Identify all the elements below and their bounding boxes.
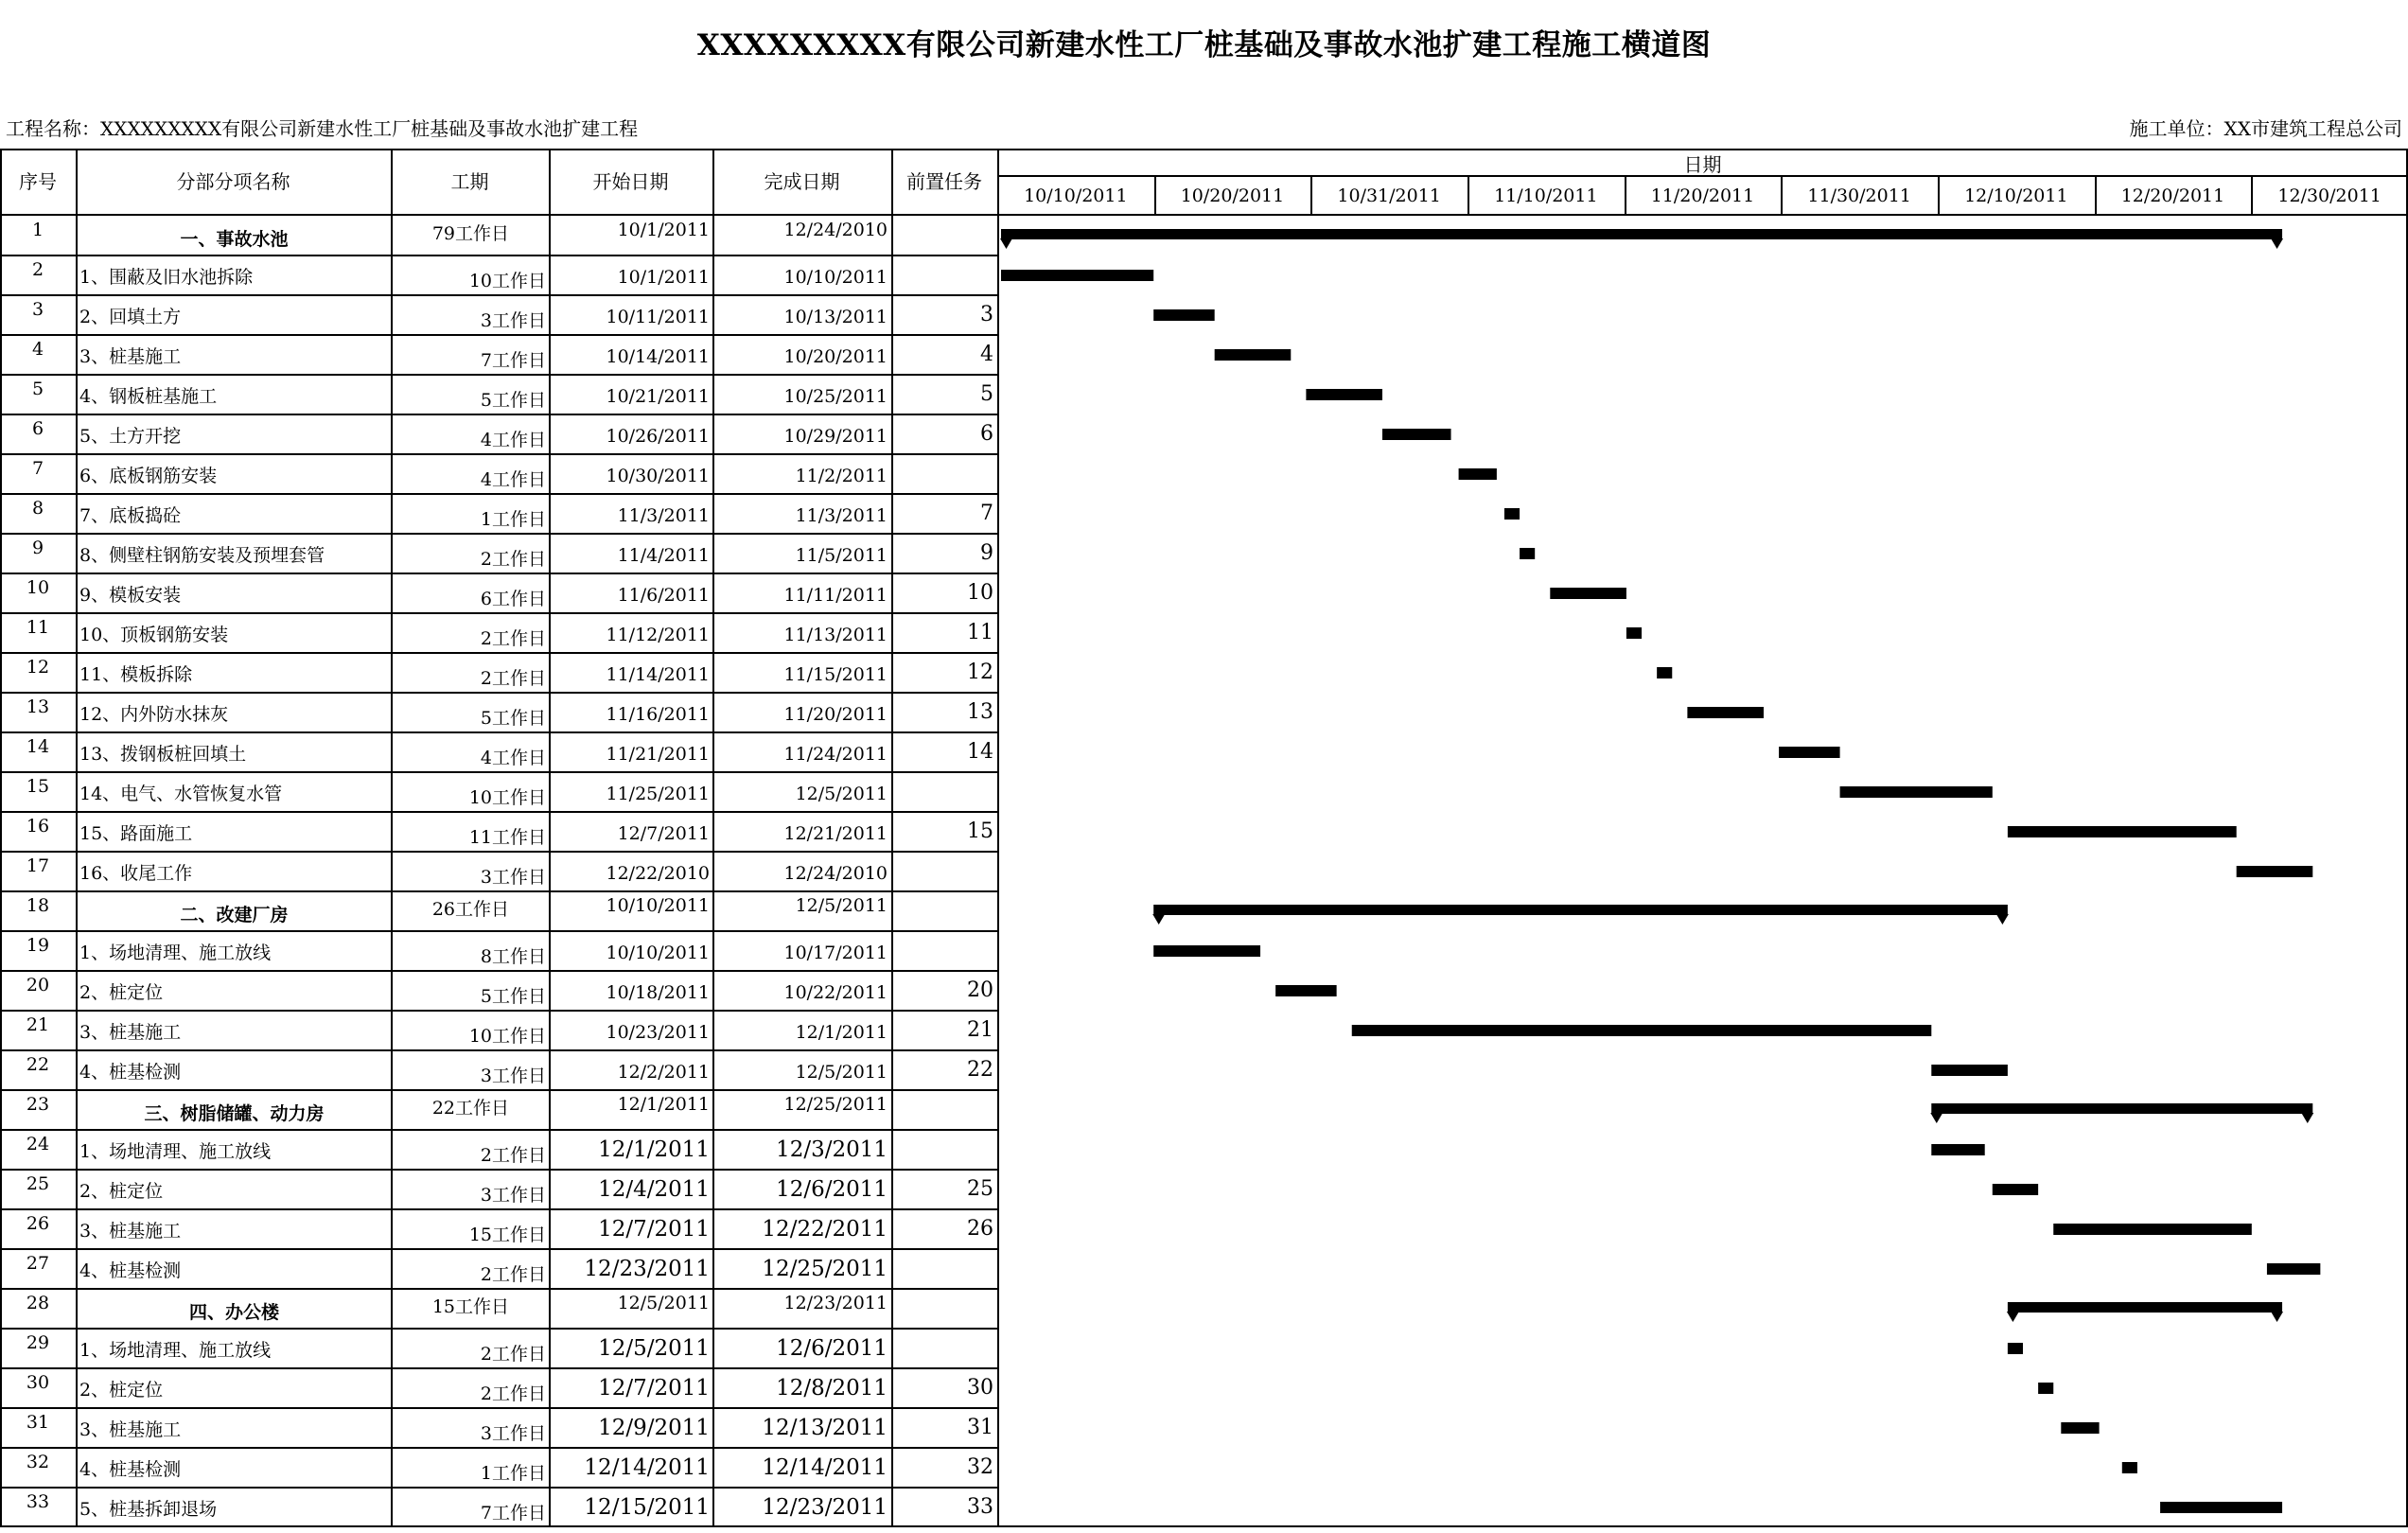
row-rule (0, 890, 997, 892)
task-predecessor: 20 (967, 978, 993, 1002)
summary-bar (2008, 1302, 2282, 1313)
row-index: 26 (26, 1213, 50, 1234)
table-bottom-border (0, 1525, 2408, 1527)
group-name: 四、办公楼 (188, 1302, 279, 1323)
task-bar (1459, 468, 1497, 480)
row-index: 4 (31, 339, 44, 360)
row-index: 30 (26, 1372, 50, 1393)
summary-start-marker (1152, 914, 1165, 925)
summary-start-marker (1000, 238, 1012, 249)
task-bar (1993, 1184, 2038, 1195)
task-duration: 4工作日 (480, 748, 546, 768)
task-start-date: 10/10/2011 (606, 943, 710, 963)
timeline-tick-label: 12/30/2011 (2277, 185, 2382, 206)
name-header: 分部分项名称 (176, 170, 290, 193)
row-index: 32 (26, 1452, 50, 1472)
task-finish-date: 12/3/2011 (776, 1137, 888, 1162)
task-finish-date: 12/5/2011 (795, 784, 888, 804)
task-duration: 3工作日 (480, 1423, 546, 1444)
task-bar (1626, 627, 1642, 639)
row-index: 2 (31, 259, 44, 280)
task-duration: 15工作日 (468, 1225, 546, 1245)
task-name: 11、模板拆除 (79, 664, 193, 685)
task-finish-date: 12/5/2011 (795, 895, 888, 916)
timeline-tick-label: 10/31/2011 (1337, 185, 1441, 206)
task-finish-date: 12/24/2010 (783, 220, 888, 240)
task-finish-date: 12/22/2011 (762, 1217, 888, 1242)
row-index: 11 (26, 617, 50, 638)
task-finish-date: 11/2/2011 (795, 466, 888, 486)
task-bar (2267, 1263, 2320, 1275)
timeline-tick-label: 10/10/2011 (1024, 185, 1128, 206)
task-start-date: 12/4/2011 (598, 1177, 710, 1202)
task-name: 4、桩基检测 (79, 1459, 182, 1480)
project-name: 工程名称：XXXXXXXXX有限公司新建水性工厂桩基础及事故水池扩建工程 (6, 117, 639, 140)
row-index: 24 (26, 1134, 50, 1154)
task-name: 3、桩基施工 (79, 1022, 182, 1043)
task-finish-date: 11/3/2011 (795, 505, 888, 526)
finish-header: 完成日期 (764, 170, 840, 193)
task-start-date: 12/1/2011 (598, 1137, 710, 1162)
task-start-date: 10/14/2011 (606, 346, 710, 367)
task-duration: 11工作日 (468, 827, 546, 848)
task-finish-date: 11/15/2011 (783, 664, 888, 685)
summary-start-marker (2007, 1312, 2019, 1322)
task-name: 15、路面施工 (79, 823, 193, 844)
task-start-date: 10/30/2011 (606, 466, 710, 486)
task-bar (1779, 747, 1839, 758)
task-bar (1840, 786, 1993, 798)
row-rule (0, 930, 997, 932)
task-name: 2、桩定位 (79, 982, 164, 1003)
row-rule (0, 692, 997, 694)
task-duration: 1工作日 (480, 1463, 546, 1484)
task-start-date: 11/21/2011 (606, 744, 710, 765)
timeline-tick-label: 12/10/2011 (1964, 185, 2068, 206)
task-start-date: 11/6/2011 (617, 585, 710, 606)
task-name: 5、桩基拆卸退场 (79, 1499, 218, 1520)
contractor-name: 施工单位：XX市建筑工程总公司 (2129, 117, 2402, 140)
row-rule (0, 970, 997, 972)
task-duration: 2工作日 (480, 1264, 546, 1285)
task-finish-date: 11/24/2011 (783, 744, 888, 765)
row-rule (0, 1288, 997, 1290)
row-index: 21 (26, 1014, 50, 1035)
timeline-tick-label: 11/30/2011 (1807, 185, 1911, 206)
task-start-date: 10/18/2011 (606, 982, 710, 1003)
task-finish-date: 12/25/2011 (762, 1257, 888, 1281)
task-finish-date: 12/23/2011 (762, 1495, 888, 1520)
task-finish-date: 12/6/2011 (776, 1336, 888, 1361)
task-bar (1931, 1144, 1984, 1155)
task-finish-date: 12/21/2011 (783, 823, 888, 844)
row-rule (0, 334, 997, 336)
row-index: 15 (26, 776, 50, 797)
task-start-date: 10/10/2011 (606, 895, 710, 916)
task-duration: 79工作日 (431, 223, 509, 244)
task-finish-date: 11/11/2011 (783, 585, 888, 606)
task-duration: 3工作日 (480, 867, 546, 888)
task-bar (1931, 1065, 2008, 1076)
task-name: 13、拨钢板桩回填土 (79, 744, 247, 765)
task-duration: 3工作日 (480, 1185, 546, 1206)
task-finish-date: 12/8/2011 (776, 1376, 888, 1401)
date-header: 日期 (1683, 152, 1722, 176)
row-rule (0, 1208, 997, 1210)
task-finish-date: 10/25/2011 (783, 386, 888, 407)
row-index: 7 (31, 458, 44, 479)
task-duration: 4工作日 (480, 469, 546, 490)
task-name: 12、内外防水抹灰 (79, 704, 229, 725)
task-name: 2、桩定位 (79, 1181, 164, 1202)
task-finish-date: 12/23/2011 (783, 1293, 888, 1313)
task-duration: 10工作日 (468, 271, 546, 291)
task-name: 3、桩基施工 (79, 1221, 182, 1242)
task-predecessor: 5 (980, 382, 993, 406)
task-start-date: 12/7/2011 (617, 823, 710, 844)
row-rule (0, 811, 997, 813)
summary-end-marker (2271, 1312, 2283, 1322)
task-start-date: 12/9/2011 (598, 1416, 710, 1440)
task-predecessor: 31 (967, 1416, 993, 1439)
task-name: 1、场地清理、施工放线 (79, 943, 272, 963)
task-duration: 8工作日 (480, 946, 546, 967)
task-duration: 26工作日 (431, 899, 509, 920)
summary-end-marker (2301, 1113, 2313, 1123)
row-rule (0, 1169, 997, 1171)
task-duration: 4工作日 (480, 430, 546, 450)
timeline-tick-label: 10/20/2011 (1180, 185, 1285, 206)
row-rule (0, 612, 997, 614)
task-bar (1215, 349, 1292, 361)
task-bar (1504, 508, 1520, 520)
row-index: 1 (31, 220, 44, 240)
task-bar (2160, 1502, 2282, 1513)
task-predecessor: 11 (967, 621, 993, 644)
task-predecessor: 30 (967, 1376, 993, 1400)
task-duration: 7工作日 (480, 1503, 546, 1524)
task-name: 2、回填土方 (79, 307, 182, 327)
task-bar (2038, 1383, 2053, 1394)
group-name: 三、树脂储罐、动力房 (144, 1103, 325, 1124)
index-header: 序号 (19, 170, 57, 193)
task-name: 1、围蔽及旧水池拆除 (79, 267, 254, 288)
gantt-sheet (0, 149, 2408, 1533)
task-predecessor: 7 (980, 502, 993, 525)
task-bar (1687, 707, 1764, 718)
chart-title: XXXXXXXXX有限公司新建水性工厂桩基础及事故水池扩建工程施工横道图 (696, 28, 1712, 62)
group-name: 一、事故水池 (180, 229, 289, 250)
task-start-date: 12/1/2011 (617, 1094, 710, 1115)
task-start-date: 12/23/2011 (584, 1257, 710, 1281)
row-rule (0, 1049, 997, 1051)
task-bar (2008, 1343, 2023, 1354)
task-duration: 5工作日 (480, 986, 546, 1007)
task-bar (1520, 548, 1535, 559)
task-duration: 2工作日 (480, 1145, 546, 1166)
row-rule (0, 652, 997, 654)
task-name: 4、钢板桩基施工 (79, 386, 218, 407)
task-duration: 2工作日 (480, 1383, 546, 1404)
task-start-date: 11/4/2011 (617, 545, 710, 566)
task-bar (1153, 945, 1260, 957)
task-predecessor: 12 (967, 661, 993, 684)
summary-start-marker (1930, 1113, 1942, 1123)
task-predecessor: 10 (967, 581, 993, 605)
task-duration: 2工作日 (480, 628, 546, 649)
task-start-date: 12/7/2011 (598, 1376, 710, 1401)
row-index: 22 (26, 1054, 50, 1075)
task-start-date: 12/7/2011 (598, 1217, 710, 1242)
task-duration: 7工作日 (480, 350, 546, 371)
task-predecessor: 32 (967, 1455, 993, 1479)
task-start-date: 12/15/2011 (584, 1495, 710, 1520)
task-start-date: 11/25/2011 (606, 784, 710, 804)
task-start-date: 12/22/2010 (606, 863, 710, 884)
row-rule (0, 731, 997, 733)
row-rule (0, 1248, 997, 1250)
task-predecessor: 14 (967, 740, 993, 764)
task-finish-date: 11/13/2011 (783, 625, 888, 645)
task-finish-date: 12/24/2010 (783, 863, 888, 884)
task-start-date: 12/5/2011 (617, 1293, 710, 1313)
task-duration: 1工作日 (480, 509, 546, 530)
task-name: 3、桩基施工 (79, 346, 182, 367)
row-rule (0, 255, 997, 256)
task-predecessor: 21 (967, 1018, 993, 1042)
task-predecessor: 25 (967, 1177, 993, 1201)
timeline-tick-label: 12/20/2011 (2120, 185, 2225, 206)
task-finish-date: 10/22/2011 (783, 982, 888, 1003)
row-index: 23 (26, 1094, 50, 1115)
task-name: 6、底板钢筋安装 (79, 466, 218, 486)
row-index: 28 (26, 1293, 50, 1313)
task-finish-date: 11/5/2011 (795, 545, 888, 566)
task-start-date: 10/23/2011 (606, 1022, 710, 1043)
summary-bar (1001, 229, 2282, 239)
task-duration: 2工作日 (480, 549, 546, 570)
task-duration: 3工作日 (480, 310, 546, 331)
row-rule (0, 414, 997, 415)
task-name: 1、场地清理、施工放线 (79, 1141, 272, 1162)
task-duration: 5工作日 (480, 708, 546, 729)
task-name: 1、场地清理、施工放线 (79, 1340, 272, 1361)
task-finish-date: 12/14/2011 (762, 1455, 888, 1480)
row-index: 5 (31, 379, 44, 399)
row-rule (0, 1010, 997, 1012)
task-start-date: 12/14/2011 (584, 1455, 710, 1480)
task-bar (2061, 1422, 2099, 1434)
task-finish-date: 10/20/2011 (783, 346, 888, 367)
row-index: 13 (26, 696, 50, 717)
task-finish-date: 11/20/2011 (783, 704, 888, 725)
row-rule (0, 771, 997, 773)
task-start-date: 12/5/2011 (598, 1336, 710, 1361)
task-bar (2122, 1462, 2137, 1473)
task-bar (1382, 429, 1451, 440)
task-name: 5、土方开挖 (79, 426, 182, 447)
row-rule (0, 1407, 997, 1409)
row-rule (0, 533, 997, 535)
task-start-date: 10/1/2011 (617, 267, 710, 288)
task-duration: 5工作日 (480, 390, 546, 411)
row-rule (0, 493, 997, 495)
task-start-date: 12/2/2011 (617, 1062, 710, 1083)
task-bar (2053, 1224, 2252, 1235)
task-finish-date: 10/29/2011 (783, 426, 888, 447)
row-index: 19 (26, 935, 50, 956)
task-start-date: 10/11/2011 (606, 307, 710, 327)
task-name: 4、桩基检测 (79, 1062, 182, 1083)
row-rule (0, 1089, 997, 1091)
task-finish-date: 10/13/2011 (783, 307, 888, 327)
task-finish-date: 12/5/2011 (795, 1062, 888, 1083)
row-index: 31 (26, 1412, 50, 1433)
task-predecessor: 4 (980, 343, 993, 366)
task-bar (1352, 1025, 1932, 1036)
row-index: 3 (31, 299, 44, 320)
task-finish-date: 10/17/2011 (783, 943, 888, 963)
row-index: 6 (31, 418, 44, 439)
row-rule (0, 1129, 997, 1131)
row-index: 10 (26, 577, 50, 598)
summary-bar (1931, 1103, 2312, 1114)
row-index: 12 (26, 657, 50, 678)
task-name: 7、底板捣砼 (79, 505, 182, 526)
task-duration: 6工作日 (480, 589, 546, 609)
row-index: 25 (26, 1173, 50, 1194)
summary-end-marker (1996, 914, 2009, 925)
task-predecessor: 13 (967, 700, 993, 724)
row-rule (0, 374, 997, 376)
group-name: 二、改建厂房 (180, 905, 289, 925)
row-rule (0, 1447, 997, 1449)
summary-bar (1153, 905, 2008, 915)
summary-end-marker (2271, 238, 2283, 249)
row-rule (0, 851, 997, 853)
row-index: 16 (26, 816, 50, 837)
row-index: 9 (31, 537, 44, 558)
timeline-tick-label: 11/20/2011 (1650, 185, 1755, 206)
task-duration: 22工作日 (431, 1098, 509, 1119)
task-predecessor: 33 (967, 1495, 993, 1519)
task-finish-date: 12/1/2011 (795, 1022, 888, 1043)
row-index: 20 (26, 975, 50, 996)
row-rule (0, 1487, 997, 1489)
task-name: 14、电气、水管恢复水管 (79, 784, 283, 804)
task-name: 8、侧壁柱钢筋安装及预埋套管 (79, 545, 325, 566)
row-index: 14 (26, 736, 50, 757)
row-rule (0, 294, 997, 296)
task-bar (2008, 826, 2237, 837)
row-index: 27 (26, 1253, 50, 1274)
row-rule (0, 1328, 997, 1330)
task-bar (1275, 985, 1336, 996)
task-predecessor: 9 (980, 541, 993, 565)
task-name: 16、收尾工作 (79, 863, 193, 884)
task-predecessor: 22 (967, 1058, 993, 1082)
row-index: 18 (26, 895, 50, 916)
row-index: 29 (26, 1332, 50, 1353)
task-bar (1550, 588, 1626, 599)
task-start-date: 11/12/2011 (606, 625, 710, 645)
start-header: 开始日期 (592, 170, 669, 193)
task-predecessor: 15 (967, 819, 993, 843)
task-name: 4、桩基检测 (79, 1260, 182, 1281)
timeline-tick-label: 11/10/2011 (1494, 185, 1598, 206)
task-bar (1657, 667, 1672, 678)
task-predecessor: 3 (980, 303, 993, 326)
row-index: 33 (26, 1491, 50, 1512)
task-duration: 10工作日 (468, 1026, 546, 1047)
task-name: 3、桩基施工 (79, 1419, 182, 1440)
task-duration: 2工作日 (480, 668, 546, 689)
task-bar (1001, 270, 1153, 281)
duration-header: 工期 (450, 170, 489, 193)
column-rule (997, 149, 999, 1527)
task-name: 9、模板安装 (79, 585, 182, 606)
task-predecessor: 26 (967, 1217, 993, 1241)
task-bar (1306, 389, 1382, 400)
task-finish-date: 12/13/2011 (762, 1416, 888, 1440)
task-name: 2、桩定位 (79, 1380, 164, 1401)
row-index: 8 (31, 498, 44, 519)
task-duration: 3工作日 (480, 1066, 546, 1086)
task-start-date: 11/16/2011 (606, 704, 710, 725)
task-finish-date: 10/10/2011 (783, 267, 888, 288)
task-start-date: 11/3/2011 (617, 505, 710, 526)
row-rule (0, 453, 997, 455)
row-rule (0, 573, 997, 574)
task-finish-date: 12/6/2011 (776, 1177, 888, 1202)
task-start-date: 11/14/2011 (606, 664, 710, 685)
row-rule (0, 1367, 997, 1369)
header-bottom-rule (0, 214, 2408, 216)
predecessor-header: 前置任务 (906, 170, 982, 193)
row-index: 17 (26, 855, 50, 876)
task-start-date: 10/26/2011 (606, 426, 710, 447)
task-bar (2237, 866, 2313, 877)
task-bar (1153, 309, 1214, 321)
task-predecessor: 6 (980, 422, 993, 446)
task-duration: 10工作日 (468, 787, 546, 808)
task-start-date: 10/1/2011 (617, 220, 710, 240)
task-name: 10、顶板钢筋安装 (79, 625, 229, 645)
task-duration: 2工作日 (480, 1344, 546, 1365)
task-duration: 15工作日 (431, 1296, 509, 1317)
task-finish-date: 12/25/2011 (783, 1094, 888, 1115)
task-start-date: 10/21/2011 (606, 386, 710, 407)
